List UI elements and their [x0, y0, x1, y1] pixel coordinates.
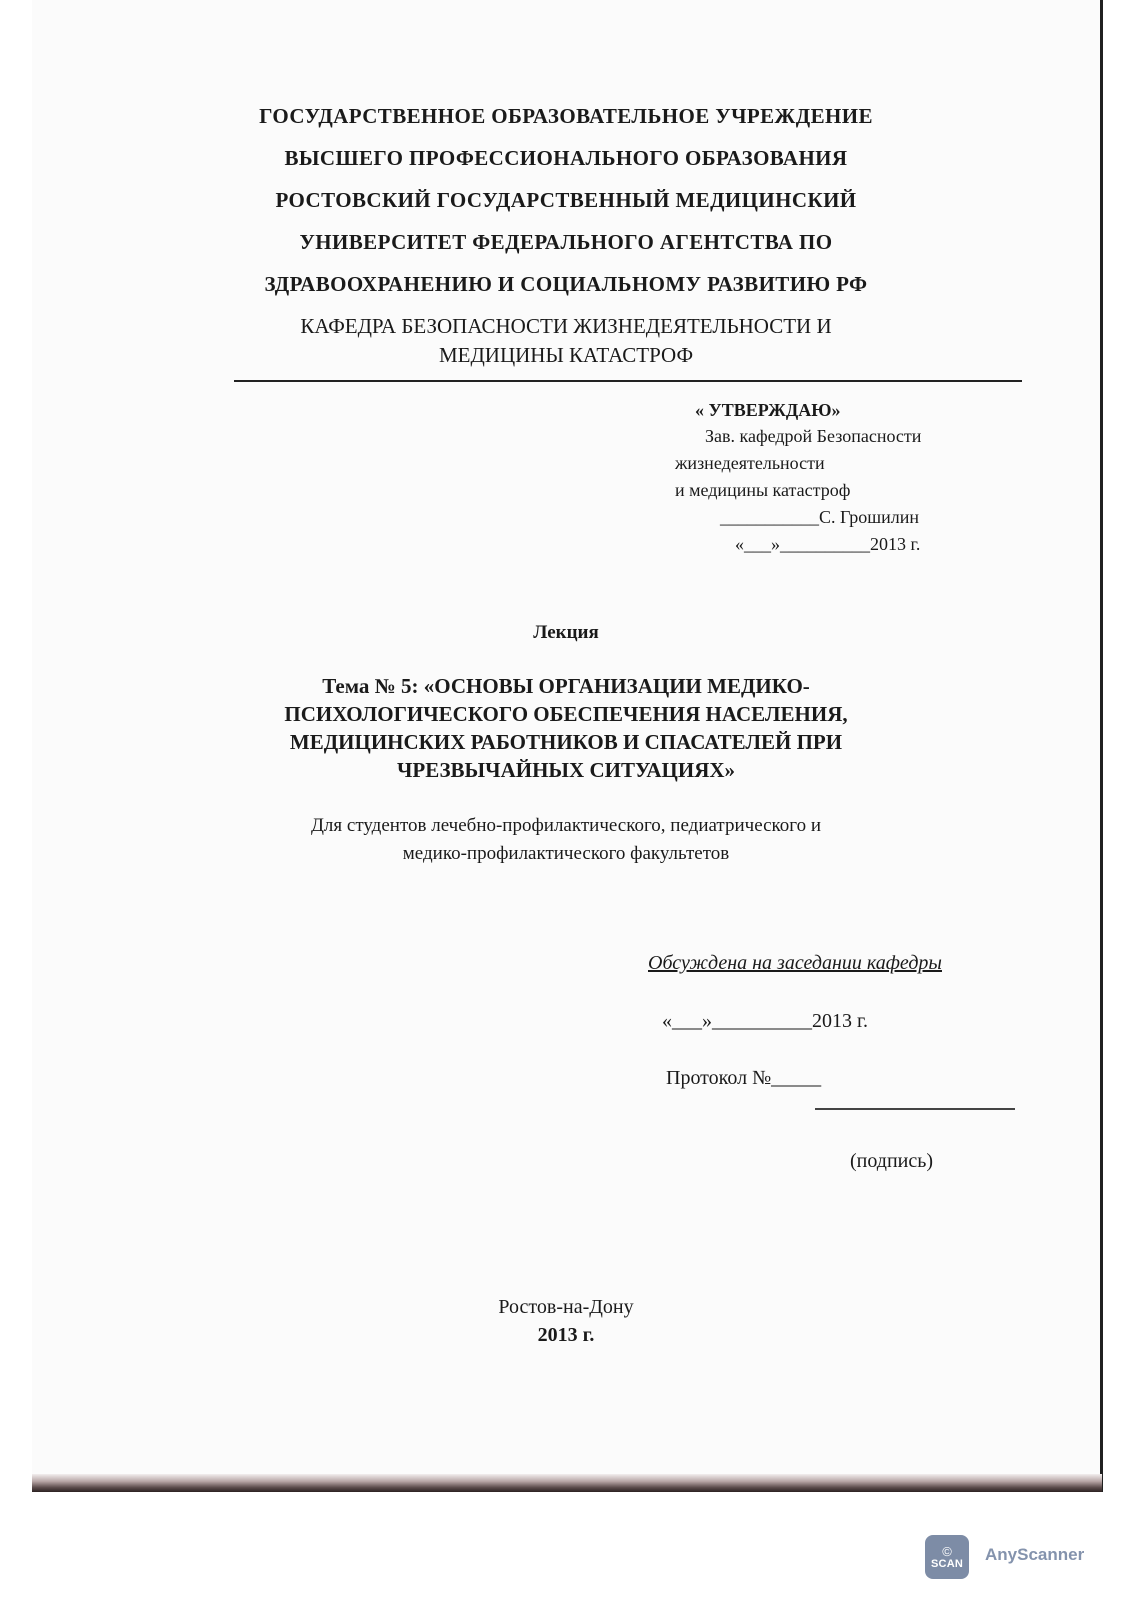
header-divider	[234, 380, 1022, 382]
signature-line	[815, 1108, 1015, 1110]
topic-line-3: МЕДИЦИНСКИХ РАБОТНИКОВ И СПАСАТЕЛЕЙ ПРИ	[289, 730, 843, 754]
approval-date: «___»__________2013 г.	[735, 534, 921, 554]
topic-line-4: ЧРЕЗВЫЧАЙНЫХ СИТУАЦИЯХ»	[396, 758, 736, 782]
institution-line-2: ВЫСШЕГО ПРОФЕССИОНАЛЬНОГО ОБРАЗОВАНИЯ	[284, 146, 848, 170]
meeting-date: «___»__________2013 г.	[662, 1010, 868, 1032]
approval-line-1: Зав. кафедрой Безопасности	[705, 426, 922, 446]
document-type: Лекция	[533, 622, 599, 643]
approval-line-3: и медицины катастроф	[675, 480, 851, 500]
institution-line-3: РОСТОВСКИЙ ГОСУДАРСТВЕННЫЙ МЕДИЦИНСКИЙ	[275, 188, 857, 212]
signature-caption: (подпись)	[850, 1150, 934, 1172]
institution-line-5: ЗДРАВООХРАНЕНИЮ И СОЦИАЛЬНОМУ РАЗВИТИЮ РФ	[264, 272, 868, 296]
institution-line-4: УНИВЕРСИТЕТ ФЕДЕРАЛЬНОГО АГЕНТСТВА ПО	[299, 230, 833, 254]
institution-line-1: ГОСУДАРСТВЕННОЕ ОБРАЗОВАТЕЛЬНОЕ УЧРЕЖДЕНИЕ	[259, 104, 873, 128]
department-line-1: КАФЕДРА БЕЗОПАСНОСТИ ЖИЗНЕДЕЯТЕЛЬНОСТИ И	[300, 314, 832, 338]
city: Ростов-на-Дону	[498, 1296, 634, 1318]
page-bottom-edge	[32, 1474, 1102, 1492]
protocol-number: Протокол №_____	[666, 1067, 822, 1089]
approval-title: « УТВЕРЖДАЮ»	[695, 400, 841, 420]
year: 2013 г.	[537, 1324, 595, 1346]
anyscanner-label: AnyScanner	[985, 1545, 1085, 1564]
approval-line-2: жизнедеятельности	[675, 453, 825, 473]
anyscanner-logo-icon	[925, 1535, 969, 1579]
discussed-note: Обсуждена на заседании кафедры	[648, 952, 942, 974]
copyright-icon: ©	[942, 1543, 952, 1559]
scan-badge-label: SCAN	[931, 1557, 963, 1570]
topic-line-2: ПСИХОЛОГИЧЕСКОГО ОБЕСПЕЧЕНИЯ НАСЕЛЕНИЯ,	[284, 702, 848, 726]
audience-line-2: медико-профилактического факультетов	[402, 843, 730, 864]
topic-line-1: Тема № 5: «ОСНОВЫ ОРГАНИЗАЦИИ МЕДИКО-	[322, 674, 810, 698]
audience-line-1: Для студентов лечебно-профилактического, педиатрического и	[310, 815, 822, 836]
department-line-2: МЕДИЦИНЫ КАТАСТРОФ	[438, 343, 694, 367]
approval-signature: ___________С. Грошилин	[720, 507, 920, 527]
